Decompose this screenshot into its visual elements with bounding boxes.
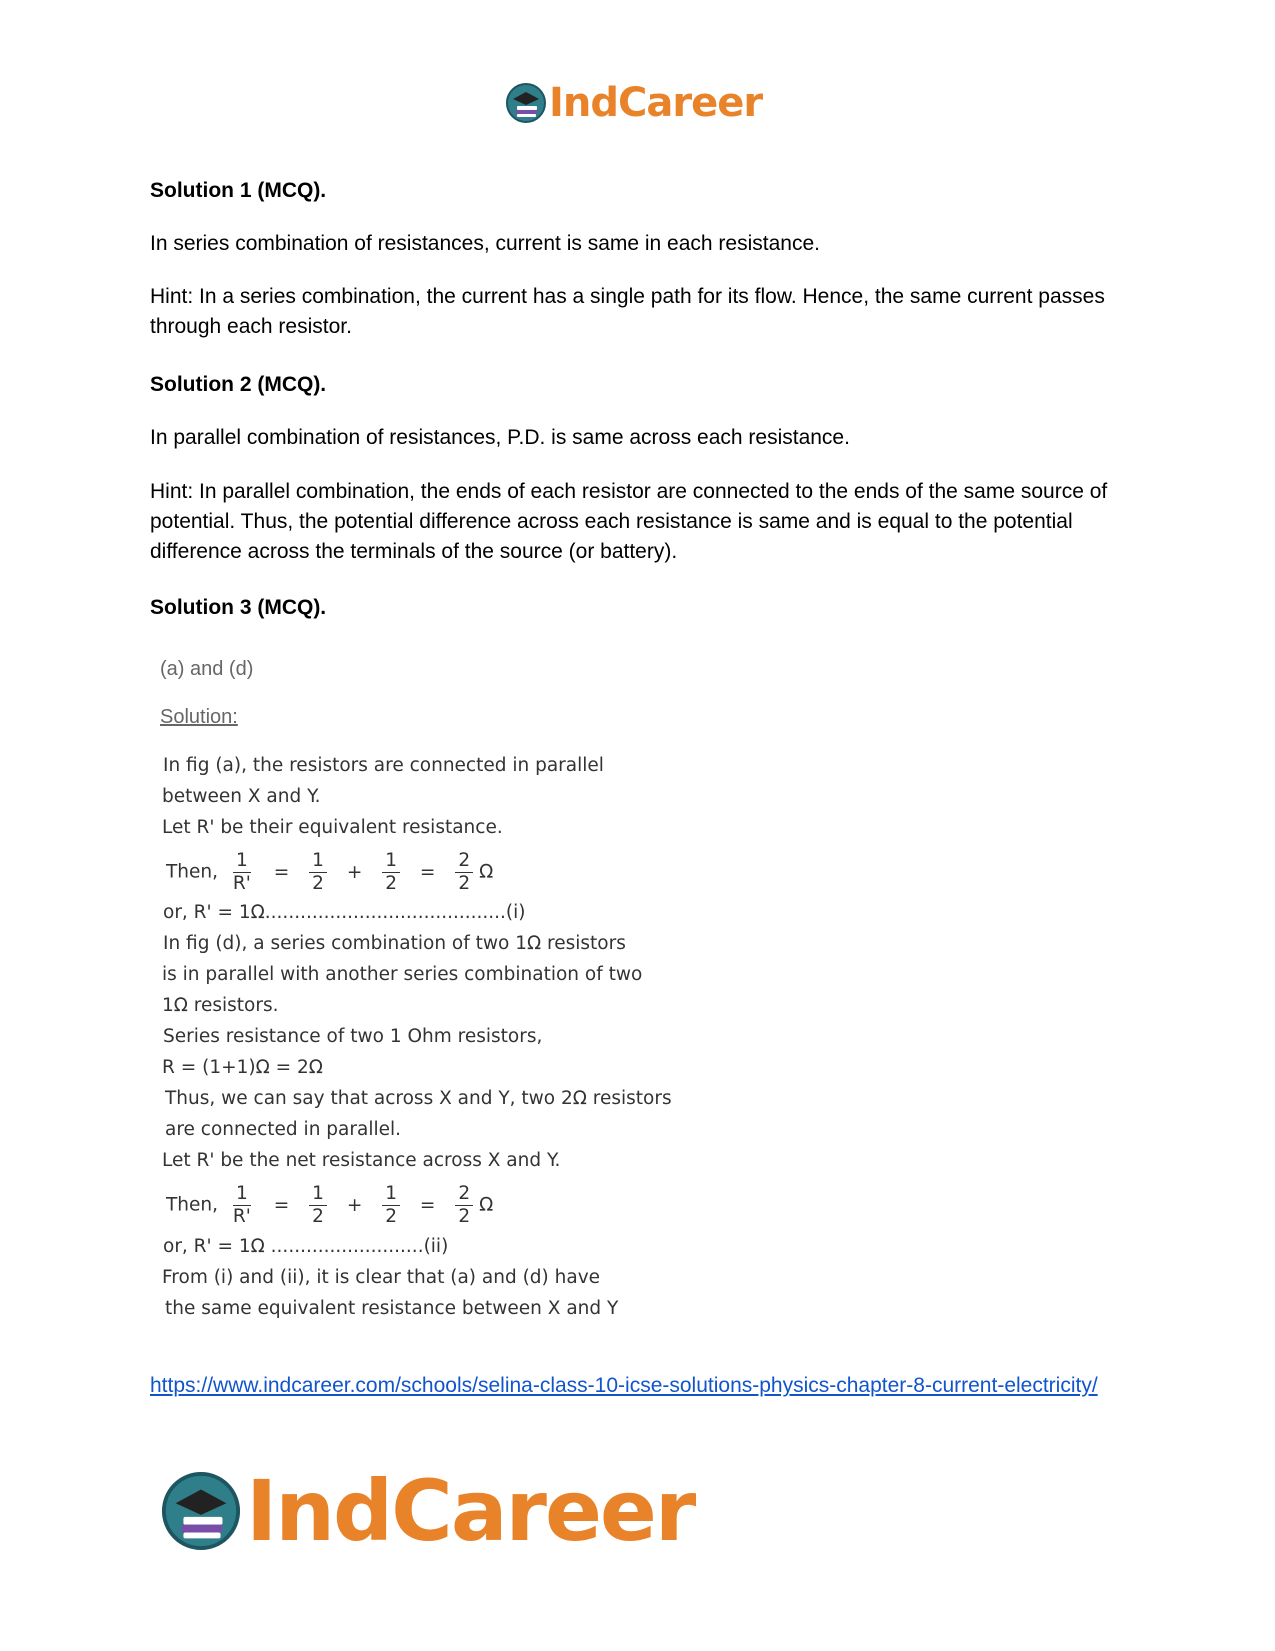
solution-line: Let R' be the net resistance across X and Y.: [162, 1150, 561, 1171]
source-url-link[interactable]: https://www.indcareer.com/schools/selina-class-10-icse-solutions-physics-chapter-8-current-electricity/: [150, 1374, 1098, 1397]
solution-2-heading: Solution 2 (MCQ).: [150, 373, 327, 396]
solution-1-hint: Hint: In a series combination, the current has a single path for its flow. Hence, the same current passes through each resistor.: [150, 285, 1105, 338]
solution-line: is in parallel with another series combination of two: [162, 964, 643, 985]
equation-2: Then, $\frac{1}{R'}$ = $\frac{1}{2}$ + $\frac{1}{2}$ = $\frac{2}{2}$ Ω: [166, 1183, 494, 1227]
solution-2-hint: Hint: In parallel combination, the ends of each resistor are connected to the ends of the same source of potential. Thus, the potential difference across each resistance is same and is equal to the potential difference across the terminals of the source (or battery).: [150, 480, 1108, 563]
fraction: $\frac{1}{2}$: [382, 1183, 400, 1228]
logo-wordmark: IndCareer: [549, 80, 763, 126]
solution-line: Series resistance of two 1 Ohm resistors,: [163, 1026, 543, 1047]
fraction: $\frac{2}{2}$: [455, 850, 473, 895]
solution-line: From (i) and (ii), it is clear that (a) and (d) have: [162, 1267, 601, 1288]
solution-3-answer: (a) and (d): [160, 658, 254, 680]
solution-line: Thus, we can say that across X and Y, two 2Ω resistors: [165, 1088, 672, 1109]
solution-line: the same equivalent resistance between X and Y: [165, 1298, 619, 1319]
solution-3-label: Solution:: [160, 706, 238, 728]
graduation-book-icon: [505, 82, 547, 124]
solution-line: 1Ω resistors.: [162, 995, 279, 1016]
solution-3-heading: Solution 3 (MCQ).: [150, 596, 327, 619]
solution-line: between X and Y.: [162, 786, 321, 807]
fraction: $\frac{1}{2}$: [309, 850, 327, 895]
header-logo: [505, 78, 762, 128]
solution-line: In fig (d), a series combination of two 1Ω resistors: [163, 933, 626, 954]
fraction: $\frac{1}{2}$: [309, 1183, 327, 1228]
solution-1-heading: Solution 1 (MCQ).: [150, 179, 327, 202]
solution-line: In fig (a), the resistors are connected in parallel: [163, 755, 604, 776]
solution-1-answer: In series combination of resistances, current is same in each resistance.: [150, 232, 820, 255]
solution-line: are connected in parallel.: [165, 1119, 402, 1140]
equation-then: Then,: [166, 1194, 219, 1216]
fraction: $\frac{1}{2}$: [382, 850, 400, 895]
solution-2-answer: In parallel combination of resistances, P.D. is same across each resistance.: [150, 426, 850, 449]
solution-line: or, R' = 1Ω.........................................(i): [163, 902, 526, 923]
fraction: $\frac{2}{2}$: [455, 1183, 473, 1228]
equation-1: Then, $\frac{1}{R'}$ = $\frac{1}{2}$ + $\frac{1}{2}$ = $\frac{2}{2}$ Ω: [166, 850, 494, 894]
footer-logo: [160, 1462, 695, 1560]
fraction: $\frac{1}{R'}$: [232, 1183, 251, 1227]
graduation-book-icon: [160, 1470, 242, 1552]
solution-line: Let R' be their equivalent resistance.: [162, 817, 503, 838]
equation-then: Then,: [166, 861, 219, 883]
solution-line: or, R' = 1Ω ..........................(ii): [163, 1236, 449, 1257]
fraction: $\frac{1}{R'}$: [232, 850, 251, 894]
logo-wordmark: IndCareer: [246, 1462, 695, 1560]
solution-line: R = (1+1)Ω = 2Ω: [162, 1057, 323, 1078]
